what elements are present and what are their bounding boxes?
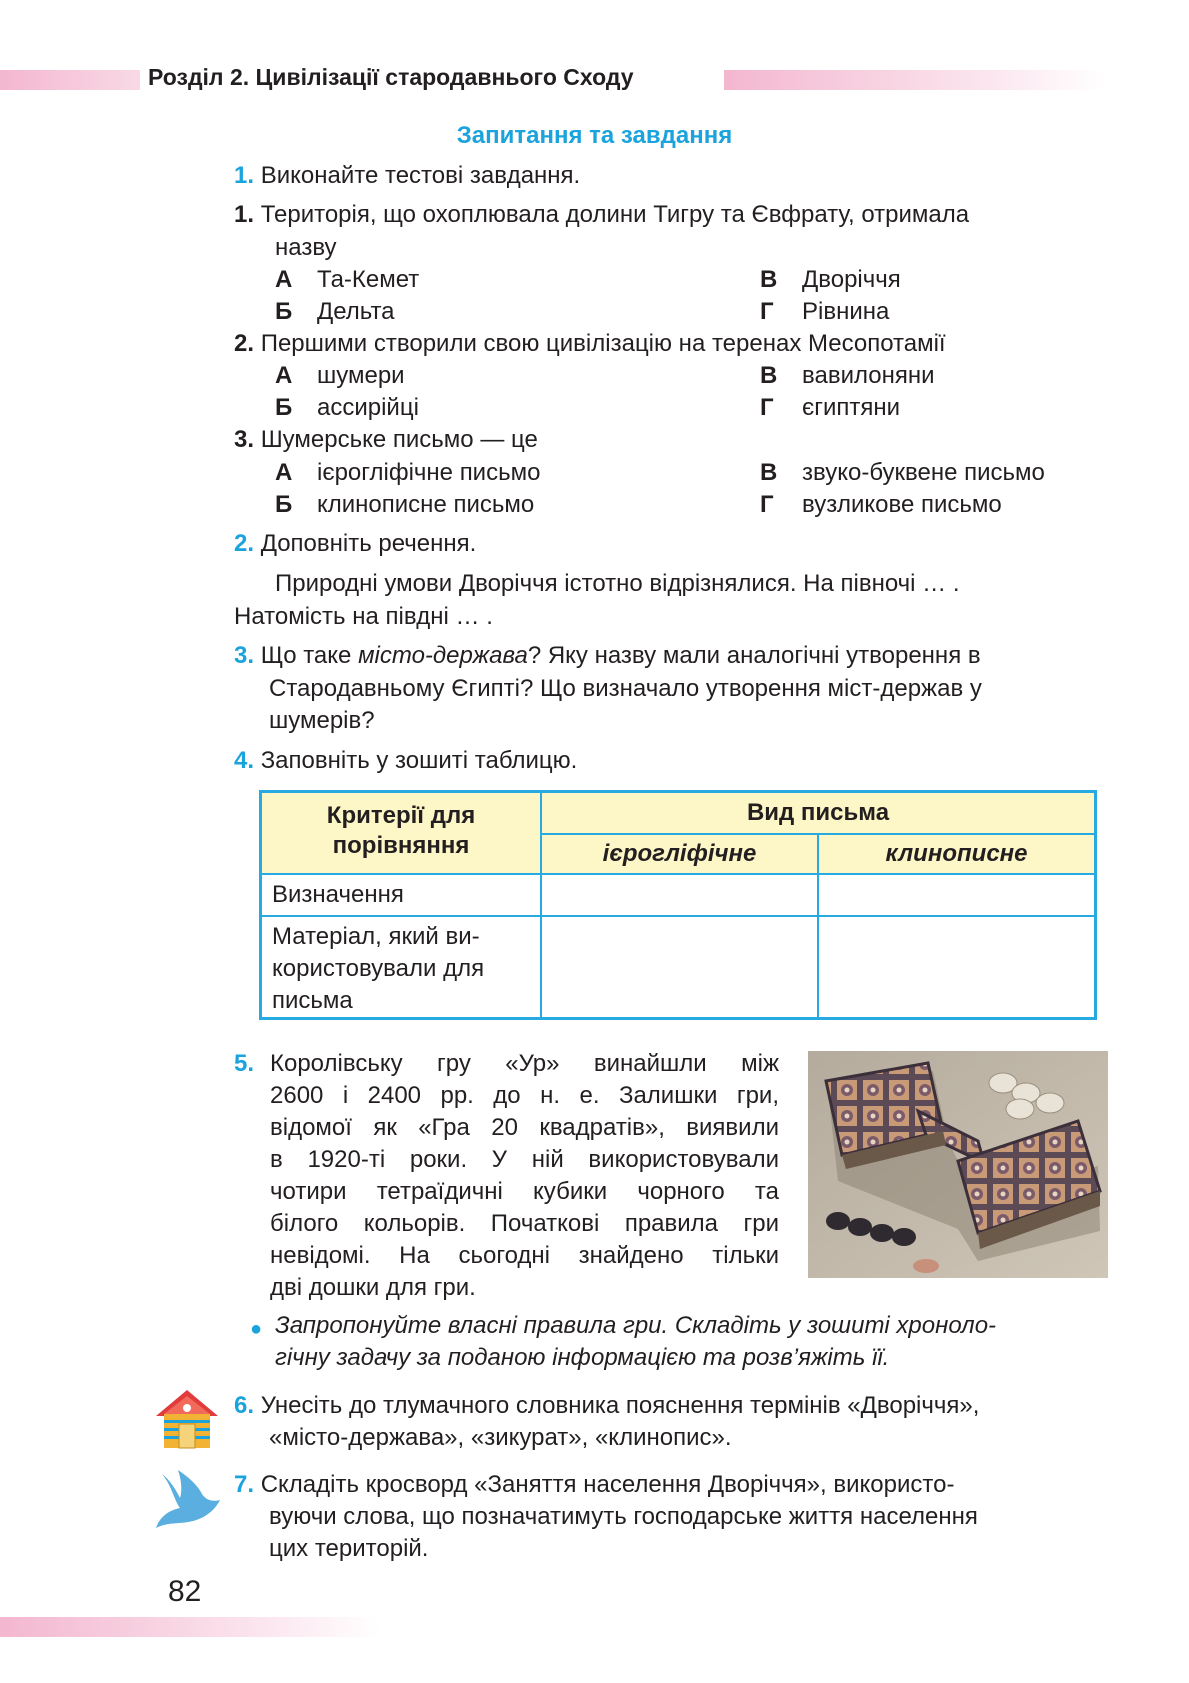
question-1 [234,199,969,231]
table-header-criteria: Критерії для порівняння [261,792,541,874]
task-number: 7. [234,1471,255,1498]
task-text: Складіть кросворд «Заняття населення Дворіччя», використо- [260,1471,955,1498]
option-a: А ієрогліфічне письмо [275,459,541,486]
table-cell-empty [541,874,818,916]
task-number: 1. [234,162,255,189]
task-7-cont: цих територій. [269,1535,429,1562]
task-number: 6. [234,1392,255,1419]
task-1 [234,160,580,192]
option-a: А Та-Кемет [275,266,420,293]
task-3-cont: шумерів? [269,707,375,734]
question-text: Територія, що охоплювала долини Тигру та Євфрату, отримала [260,201,970,228]
option-b: Б клинописне письмо [275,491,535,518]
page-number: 82 [168,1575,202,1608]
task-text: Виконайте тестові завдання. [260,162,581,189]
dove-icon [152,1466,226,1536]
question-text: Першими створили свою цивілізацію на теренах Месопотамії [260,330,946,357]
task-text: Доповніть речення. [260,530,477,557]
option-g: Г вузликове письмо [760,491,1002,518]
task-5-bullet: Запропонуйте власні правила гри. Складіть у зошиті хроноло- [275,1312,997,1339]
table-row-label: Визначення [261,874,541,916]
table-cell-empty [541,916,818,1018]
chapter-title: Розділ 2. Цивілізації стародавнього Сходу [148,64,634,90]
table-row-label: Матеріал, який ви- користовували для письма [261,916,541,1018]
task-number: 5. [234,1050,255,1077]
option-b: Б Дельта [275,298,395,325]
comparison-table [259,790,1097,1020]
task-5: 5. Королівську гру «Ур» винайшли між 2600 і 2400 рр. до н. е. Залишки гри, відомої як «Гра 20 квадратів», виявили в 1920-ті роки. У ній використовували чотири тетраїдичні кубики чорного та білого кольорів. Початкові правила гри невідомі. На сьогодні знайдено тільки дві дошки для гри. [234,1050,779,1301]
option-v: В звуко-буквене письмо [760,459,1045,486]
table-cell-empty [818,874,1095,916]
table-header-col-cuneiform: клинописне [818,834,1095,874]
table-cell-empty [818,916,1095,1018]
task-4 [234,745,577,777]
task-text: Унесіть до тлумачного словника пояснення термінів «Дворіччя», [260,1392,980,1419]
question-text-cont: назву [275,234,337,261]
question-number: 1. [234,201,255,228]
question-text: Шумерське письмо — це [260,426,538,453]
question-3 [234,424,538,456]
table-header-group: Вид письма [541,792,1095,834]
option-a: А шумери [275,362,405,389]
task-2 [234,528,476,560]
option-g: Г єгиптяни [760,394,901,421]
bullet-icon: ● [250,1318,263,1340]
question-number: 3. [234,426,255,453]
option-v: В Дворіччя [760,266,901,293]
option-v: В вавилоняни [760,362,935,389]
task-2-body-cont: Натомість на півдні … . [234,603,493,630]
header-decor-bar-left [0,70,140,90]
section-title: Запитання та завдання [456,122,733,149]
question-2 [234,328,946,360]
option-g: Г Рівнина [760,298,890,325]
task-7-cont: вуючи слова, що позначатимуть господарське життя населення [269,1503,978,1530]
task-number: 2. [234,530,255,557]
task-6 [234,1390,979,1422]
table-header-col-hieroglyphic: ієрогліфічне [541,834,818,874]
home-icon [150,1384,224,1452]
header-decor-bar-right [724,70,1104,90]
task-7 [234,1469,954,1501]
question-number: 2. [234,330,255,357]
option-b: Б ассирійці [275,394,419,421]
task-text: Заповніть у зошиті таблицю. [260,747,578,774]
term-city-state: місто-держава [358,642,528,669]
royal-game-of-ur-photo [808,1051,1108,1278]
task-3: 3. Що таке місто-держава? Яку назву мали аналогічні утворення в [234,642,981,669]
task-number: 4. [234,747,255,774]
task-5-bullet-cont: гічну задачу за поданою інформацією та розв’яжіть її. [275,1344,890,1371]
task-3-cont: Стародавньому Єгипті? Що визначало утворення міст-держав у [269,675,982,702]
task-6-cont: «місто-держава», «зикурат», «клинопис». [269,1424,732,1451]
task-2-body: Природні умови Дворіччя істотно відрізнялися. На півночі … . [275,570,960,597]
task-number: 3. [234,642,255,669]
footer-decor-bar [0,1617,380,1637]
